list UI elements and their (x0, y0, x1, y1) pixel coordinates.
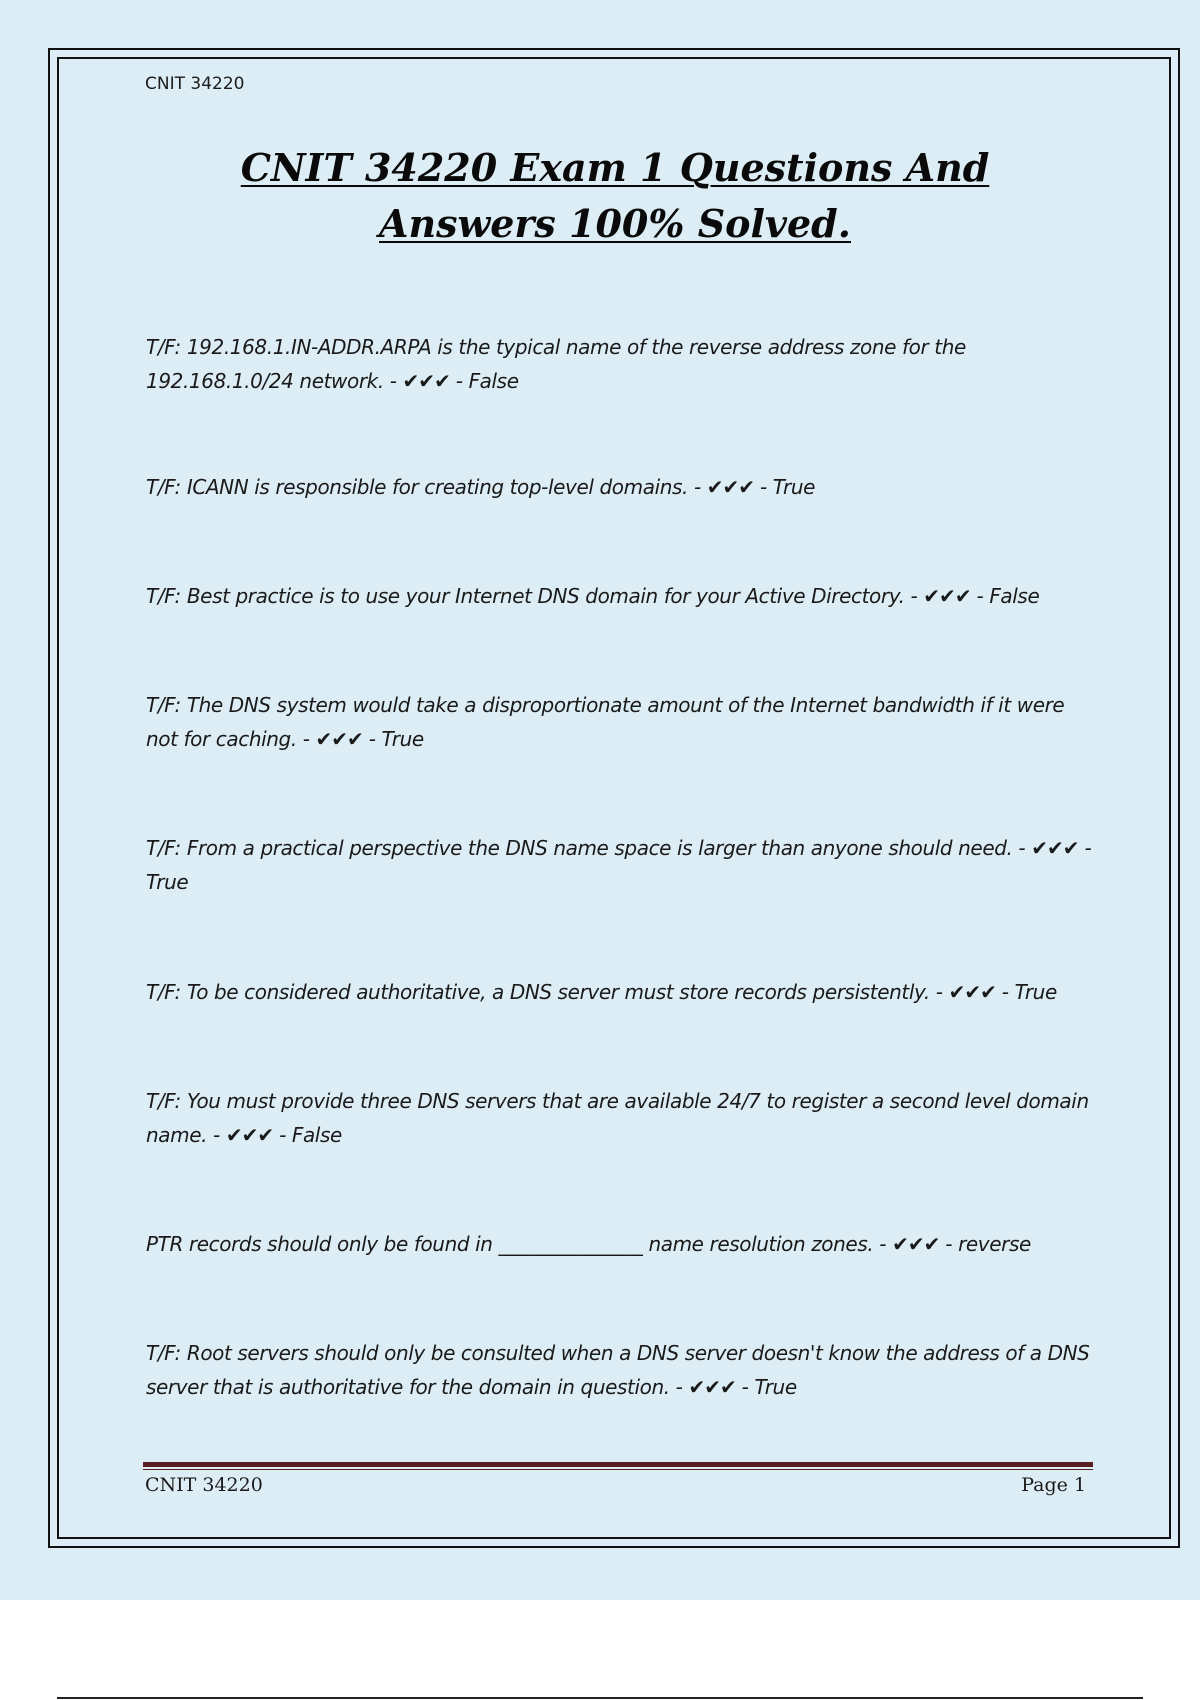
question-text: T/F: The DNS system would take a disproportionate amount of the Internet bandwidth if it were not for caching. - (146, 693, 1065, 751)
qa-item: PTR records should only be found in _______________ name resolution zones. - ✔✔✔ - reverse (146, 1232, 1031, 1256)
question-text: T/F: ICANN is responsible for creating top-level domains. - (146, 475, 701, 499)
document-title: CNIT 34220 Exam 1 Questions And Answers 100% Solved. (240, 145, 990, 246)
qa-item: T/F: To be considered authoritative, a DNS server must store records persistently. - ✔✔✔ - True (146, 980, 1057, 1004)
question-text: T/F: Best practice is to use your Internet DNS domain for your Active Directory. - (146, 584, 918, 608)
page-inner-border (57, 57, 1171, 1539)
checkmark-icon: ✔✔✔ (1031, 836, 1079, 860)
answer-text: True (146, 870, 189, 894)
checkmark-icon: ✔✔✔ (923, 584, 971, 608)
answer-text: True (381, 727, 424, 751)
qa-item: T/F: Best practice is to use your Internet DNS domain for your Active Directory. - ✔✔✔ - False (146, 584, 1040, 608)
answer-text: True (772, 475, 816, 499)
footer-course-code: CNIT 34220 (145, 1474, 263, 1496)
qa-item: T/F: ICANN is responsible for creating top-level domains. - ✔✔✔ - True (146, 475, 816, 499)
qa-item: T/F: Root servers should only be consulted when a DNS server doesn't know the address of a DNS server that is authoritative for the domain in question. - ✔✔✔ - True (146, 1341, 1090, 1399)
next-page-rule (57, 1697, 1143, 1699)
answer-text: True (1014, 980, 1057, 1004)
checkmark-icon: ✔✔✔ (892, 1232, 940, 1256)
checkmark-icon: ✔✔✔ (948, 980, 996, 1004)
question-text: T/F: Root servers should only be consulted when a DNS server doesn't know the address of a DNS server that is authoritative for the domain in question. - (146, 1341, 1090, 1399)
footer-divider-thin (143, 1469, 1093, 1470)
qa-item: T/F: The DNS system would take a disproportionate amount of the Internet bandwidth if it were not for caching. - ✔✔✔ - True (146, 693, 1065, 751)
checkmark-icon: ✔✔✔ (706, 475, 755, 499)
checkmark-icon: ✔✔✔ (315, 727, 363, 751)
question-text: PTR records should only be found in _______________ name resolution zones. - (146, 1232, 887, 1256)
answer-text: False (989, 584, 1040, 608)
answer-text: reverse (958, 1232, 1031, 1256)
answer-text: True (754, 1375, 797, 1399)
qa-item: T/F: 192.168.1.IN-ADDR.ARPA is the typical name of the reverse address zone for the 192.168.1.0/24 network. - ✔✔✔ - False (146, 335, 966, 393)
footer-divider (143, 1462, 1093, 1467)
answer-text: False (291, 1123, 342, 1147)
footer-page-number: Page 1 (1021, 1474, 1086, 1496)
checkmark-icon: ✔✔✔ (402, 369, 450, 393)
qa-item: T/F: You must provide three DNS servers that are available 24/7 to register a second level domain name. - ✔✔✔ - False (146, 1089, 1089, 1147)
qa-item: T/F: From a practical perspective the DNS name space is larger than anyone should need. - ✔✔✔ - True (146, 836, 1092, 894)
question-text: T/F: You must provide three DNS servers that are available 24/7 to register a second level domain name. - (146, 1089, 1089, 1147)
question-text: T/F: To be considered authoritative, a DNS server must store records persistently. - (146, 980, 943, 1004)
checkmark-icon: ✔✔✔ (225, 1123, 274, 1147)
question-text: T/F: 192.168.1.IN-ADDR.ARPA is the typical name of the reverse address zone for the 192.168.1.0/24 network. - (146, 335, 966, 393)
question-text: T/F: From a practical perspective the DNS name space is larger than anyone should need. - (146, 836, 1026, 860)
checkmark-icon: ✔✔✔ (688, 1375, 736, 1399)
header-course-code: CNIT 34220 (145, 74, 245, 94)
answer-text: False (468, 369, 519, 393)
